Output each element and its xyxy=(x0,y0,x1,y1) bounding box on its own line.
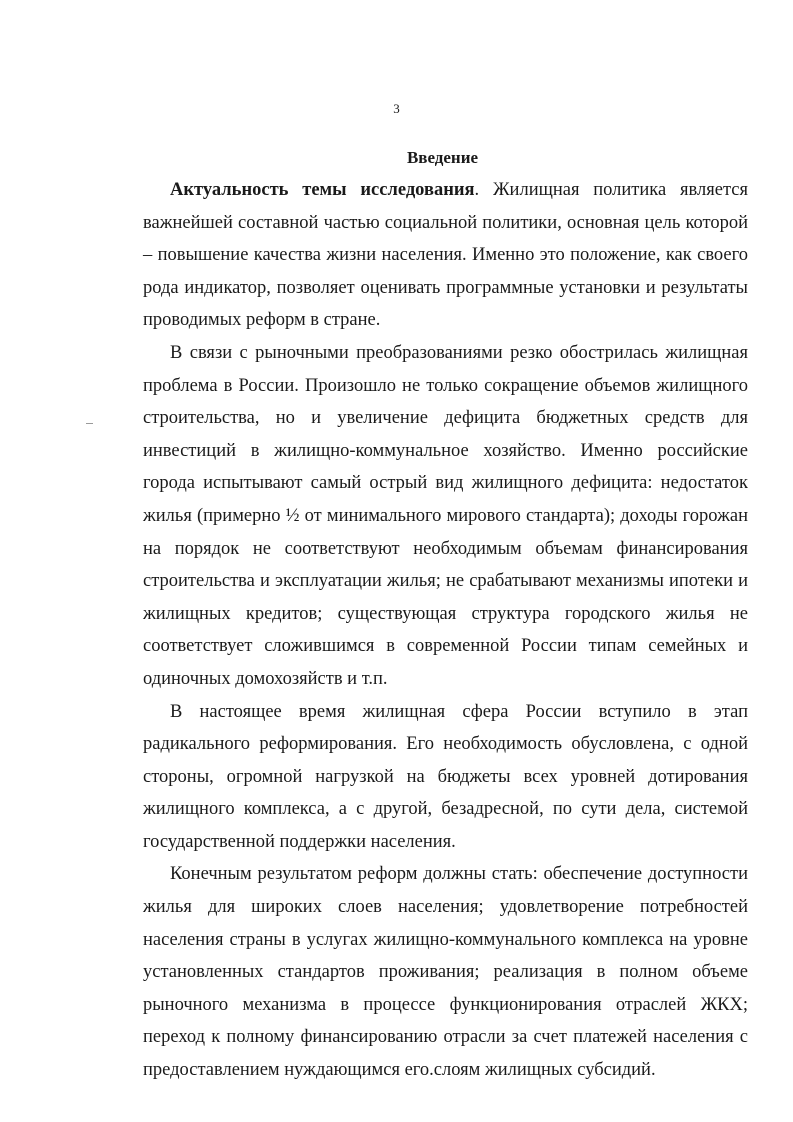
paragraph-lead: Актуальность темы исследования xyxy=(170,180,475,200)
paragraph-reform-results: Конечным результатом реформ должны стать: обеспечение доступности жилья для широких слоев населения; удовлетворение потребностей населения страны в услугах жилищно-коммунального комплекса на уровне установленных стандартов проживания; реализация в полном объеме рыночного механизма в процессе функционирования отраслей ЖКХ; переход к полному финансированию отрасли за счет платежей населения с предоставлением нуждающимся его.слоям жилищных субсидий. xyxy=(143,864,748,1081)
paragraph-text: . Жилищная политика является важнейшей составной частью социальной политики, основная цель которой – повышение качества жизни населения. Именно это положение, как своего рода индикатор, позволяет оценивать программные установки и результаты проводимых реформ в стране. xyxy=(143,180,749,331)
paragraph-housing-problem: В связи с рыночными преобразованиями резко обострилась жилищная проблема в России. Произошло не только сокращение объемов жилищного строительства, но и увеличение дефицита бюджетных средств для инвестиций в жилищно-коммунальное хозяйство. Именно российские города испытывают самый острый вид жилищного дефицита: недостаток жилья (примерно ½ от минимального мирового стандарта); доходы горожан на порядок не соответствуют необходимым объемам финансирования строительства и эксплуатации жилья; не срабатывают механизмы ипотеки и жилищных кредитов; существующая структура городского жилья не соответствует сложившимся в современной России типам семейных и одиночных домохозяйств и т.п. xyxy=(143,342,748,689)
body-text xyxy=(143,174,748,1087)
page-number: 3 xyxy=(393,101,400,116)
paragraph-relevance xyxy=(143,174,748,337)
paragraph-reform-stage: В настоящее время жилищная сфера России вступило в этап радикального реформирования. Его необходимость обусловлена, с одной стороны, огромной нагрузкой на бюджеты всех уровней дотирования жилищного комплекса, а с другой, безадресной, по сути дела, системой государственной поддержки населения. xyxy=(143,701,748,852)
section-heading: Введение xyxy=(406,148,479,167)
margin-mark xyxy=(86,423,93,424)
